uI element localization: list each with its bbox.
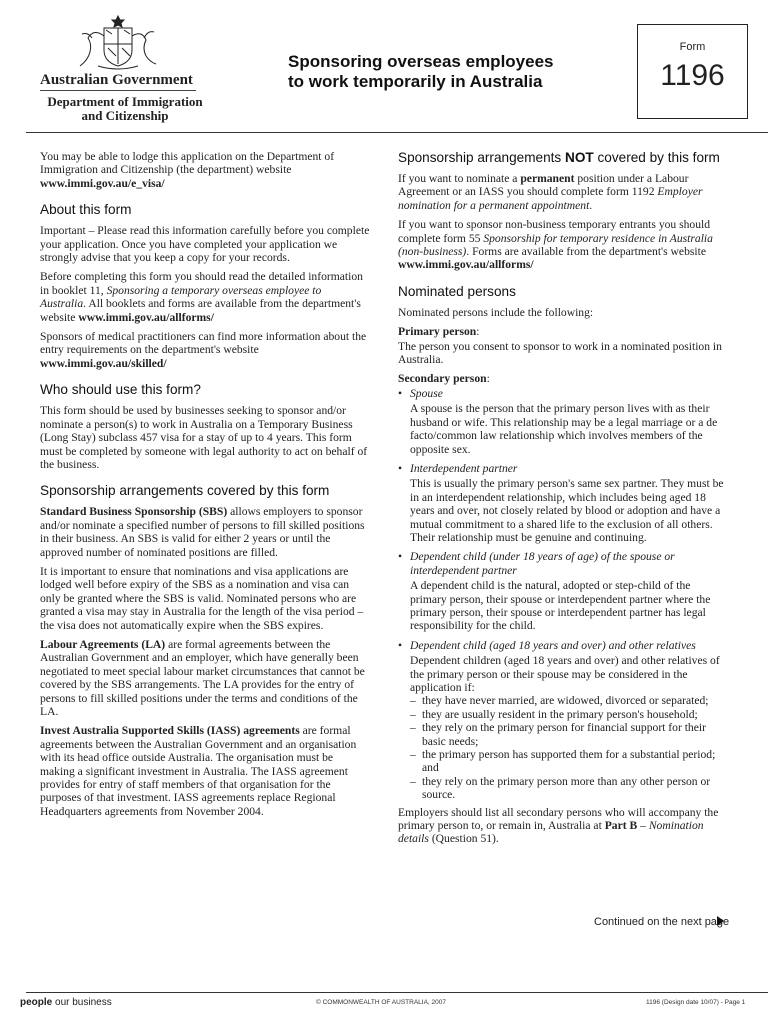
allforms-link-2[interactable]: www.immi.gov.au/allforms/ xyxy=(398,258,534,272)
permanent-term: permanent xyxy=(520,172,575,185)
secondary-person-label xyxy=(398,372,724,385)
about-p2-text-2: . All booklets and forms are available from the department's website xyxy=(40,297,361,324)
about-p2-text: Before completing this form you should read the detailed information in booklet 11, xyxy=(40,270,363,297)
condition-item: – they are usually resident in the primary person's household; xyxy=(410,708,724,721)
iass-paragraph xyxy=(40,724,370,818)
iass-term: Invest Australia Supported Skills (IASS) agreements xyxy=(40,724,300,738)
spouse-text: A spouse is the person that the primary person lives with as their husband or wife. This relationship may be a legal marriage or a de facto/common law relationship which involves members of the opposite sex. xyxy=(410,402,718,456)
form-55-title: Sponsorship for temporary residence in Australia (non-business) xyxy=(398,231,713,259)
part-b-term: Part B xyxy=(604,819,638,833)
covered-heading: Sponsorship arrangements covered by this form xyxy=(40,483,330,499)
primary-colon: : xyxy=(476,325,480,339)
form-title xyxy=(288,52,554,92)
page-info: 1196 (Design date 10/07) - Page 1 xyxy=(646,999,746,1006)
form-title-line2: to work temporarily in Australia xyxy=(288,72,543,91)
left-column xyxy=(40,150,370,824)
right-column xyxy=(398,150,724,852)
coat-of-arms-icon xyxy=(74,14,162,72)
form-1192-title: Employer nomination for a permanent appointment xyxy=(398,185,703,212)
continued-note: Continued on the next page xyxy=(594,916,730,928)
relatives-text: Dependent children (aged 18 years and over) and other relatives of the primary person or their spouse may be considered in the application if: xyxy=(410,654,720,694)
not-covered-emphasis: NOT xyxy=(565,150,594,165)
child-text: A dependent child is the natural, adopted or step-child of the primary person, their spouse or interdependent partner where the primary person, their spouse or interdependent partner has legal responsibility for the child. xyxy=(410,579,711,633)
condition-item: – they have never married, are widowed, divorced or separated; xyxy=(410,694,724,707)
sbs-term: Standard Business Sponsorship (SBS) xyxy=(40,505,228,519)
e-visa-link[interactable]: www.immi.gov.au/e_visa/ xyxy=(40,176,165,190)
condition-item: – they rely on the primary person more than any other person or source. xyxy=(410,775,724,802)
employers-paragraph xyxy=(398,806,724,846)
secondary-person-term: Secondary person xyxy=(398,372,487,386)
primary-person-label xyxy=(398,325,724,338)
non-business-paragraph xyxy=(398,218,724,272)
copyright: © COMMONWEALTH OF AUSTRALIA, 2007 xyxy=(316,999,446,1006)
not-covered-heading-text: Sponsorship arrangements xyxy=(398,150,565,165)
nominated-intro: Nominated persons include the following: xyxy=(398,305,594,319)
relatives-title: • Dependent child (aged 18 years and over) and other relatives xyxy=(398,639,724,652)
department-name xyxy=(40,95,210,123)
spouse-title: • Spouse xyxy=(398,387,724,400)
condition-item: – they rely on the primary person for financial support for their basic needs; xyxy=(410,721,724,748)
employers-text: Employers should list all secondary persons who will accompany the primary person to, or remain in, Australia at xyxy=(398,805,719,833)
form-number-box xyxy=(637,24,748,119)
sbs-paragraph-2: It is important to ensure that nominations and visa applications are lodged well before expiry of the SBS as a nomination and visa can only be granted where the SBS is valid. Nominated persons who are granted a visa may stay in Australia for the length of the visa period – the visa does not automatically expire when the SBS expires. xyxy=(40,564,364,632)
la-text: are formal agreements between the Australian Government and an employer, which have generally been negotiated to meet special labour market circumstances that cannot be covered by the SBS arrangements. The LA provides for the entry of persons to fill skilled positions under the terms and conditions of the LA. xyxy=(40,637,365,718)
about-p3-text: Sponsors of medical practitioners can find more information about the entry requirements on the department's website xyxy=(40,330,367,357)
logo-divider xyxy=(40,90,196,91)
form-title-line1: Sponsoring overseas employees xyxy=(288,52,554,71)
intro-text: You may be able to lodge this application on the Department of Immigration and Citizenship (the department) website xyxy=(40,150,335,177)
booklet-title: Sponsoring a temporary overseas employee to Australia xyxy=(40,283,322,311)
form-label: Form xyxy=(679,41,706,53)
about-paragraph-2 xyxy=(40,270,370,324)
partner-text: This is usually the primary person's same sex partner. They must be in an interdependent relationship, which includes being aged 18 years and over, not closely related by blood or adoption and have a mutual commitment to a shared life to the exclusion of all others. Their relationship must be genuine and continuing. xyxy=(410,477,724,544)
not-covered-heading-text-2: covered by this form xyxy=(593,150,720,165)
nominated-heading: Nominated persons xyxy=(398,283,516,299)
permanent-text-3: . xyxy=(589,198,593,212)
intro-paragraph xyxy=(40,150,370,190)
conditions-list xyxy=(398,694,724,801)
primary-person-text: The person you consent to sponsor to work in a nominated position in Australia. xyxy=(398,339,722,367)
department-name-line1: Department of Immigration xyxy=(47,94,203,109)
right-triangle-arrow-icon xyxy=(717,916,724,926)
permanent-text: If you want to nominate a xyxy=(398,172,521,185)
header-divider xyxy=(26,132,768,133)
who-paragraph: This form should be used by businesses seeking to sponsor and/or nominate a person(s) to work in Australia on a Temporary Business (Long Stay) subclass 457 visa for a stay of up to 4 years. This form must be completed by someone with legal authority to act on behalf of the business. xyxy=(40,404,368,471)
non-business-text: If you want to sponsor non-business temporary entrants you should complete form 55 xyxy=(398,218,711,245)
permanent-text-2: position under a Labour Agreement or an IASS you should complete form 1192 xyxy=(398,172,689,199)
not-covered-heading xyxy=(398,150,724,166)
sbs-text: allows employers to sponsor and/or nominate a specified number of persons to fill skilled positions in their business. An SBS is valid for either 2 years or until the approved number of nominated positions are filled. xyxy=(40,505,365,559)
allforms-link[interactable]: www.immi.gov.au/allforms/ xyxy=(78,310,214,324)
footer-divider xyxy=(26,992,768,993)
about-paragraph-3 xyxy=(40,330,370,370)
permanent-paragraph xyxy=(398,172,724,212)
employers-text-2: (Question 51). xyxy=(428,832,499,846)
tagline-bold: people xyxy=(20,997,53,1008)
child-title: • Dependent child (under 18 years of age) of the spouse or interdependent partner xyxy=(398,550,724,577)
iass-text: are formal agreements between the Australian Government and an organisation with its head office outside Australia. The organisation must be making a significant investment in Australia. The IASS agreement provides for entry of staff members of that organisation for the purposes of that investment. IASS agreements replace Regional Headquarters agreements from November 2004. xyxy=(40,724,357,818)
about-heading: About this form xyxy=(40,202,132,218)
government-name: Australian Government xyxy=(40,72,193,88)
who-heading: Who should use this form? xyxy=(40,382,201,398)
non-business-text-2: . Forms are available from the department's website xyxy=(466,245,706,259)
footer-tagline xyxy=(20,997,112,1008)
skilled-link[interactable]: www.immi.gov.au/skilled/ xyxy=(40,356,167,370)
form-number: 1196 xyxy=(660,59,725,92)
condition-item: – the primary person has supported them for a substantial period; and xyxy=(410,748,724,775)
department-name-line2: and Citizenship xyxy=(81,108,169,123)
about-paragraph-1: Important – Please read this information carefully before you complete your application. Once you have completed your application we strongly advise that you keep a copy for your records. xyxy=(40,224,370,265)
la-paragraph xyxy=(40,638,370,718)
tagline-rest: our business xyxy=(52,997,112,1008)
partner-title: • Interdependent partner xyxy=(398,462,724,475)
sbs-paragraph xyxy=(40,505,370,559)
nomination-details-term: Nomination details xyxy=(398,819,704,846)
primary-person-term: Primary person xyxy=(398,325,477,339)
la-term: Labour Agreements (LA) xyxy=(40,637,166,651)
employers-dash: – xyxy=(637,819,649,833)
secondary-colon: : xyxy=(486,372,490,386)
